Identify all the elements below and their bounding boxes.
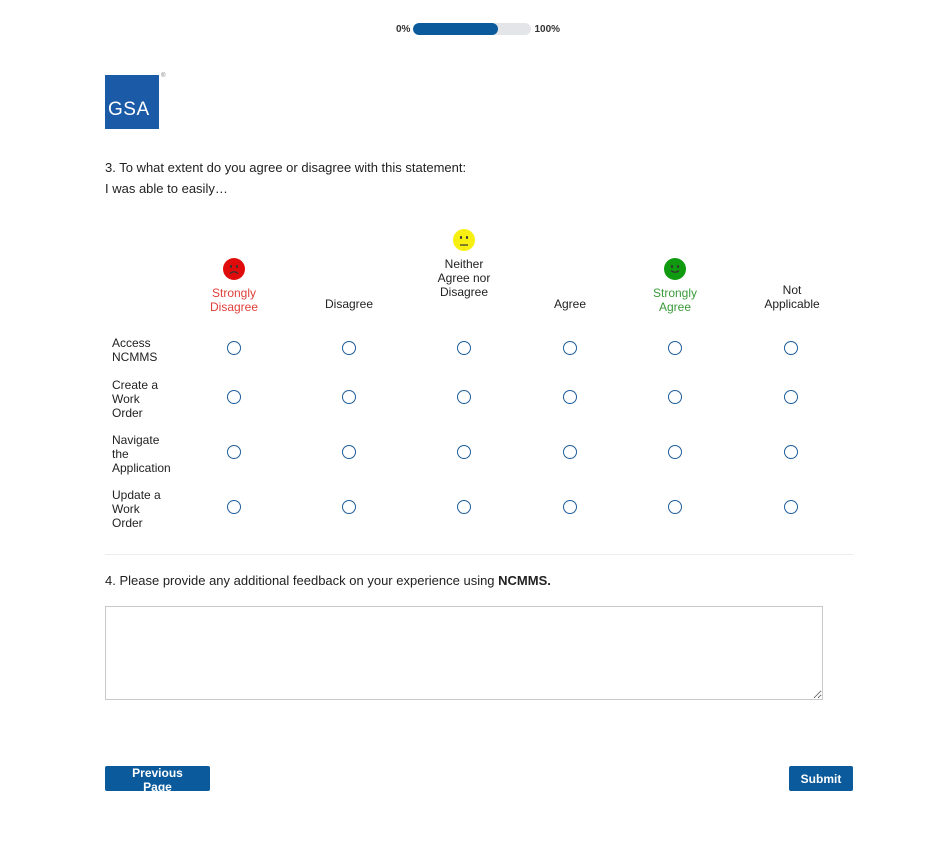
progress-bar <box>396 22 560 36</box>
radio-update-a-work-order-strongly-disagree[interactable] <box>227 500 241 514</box>
row-label-navigate-application: Navigate the Application <box>112 433 171 475</box>
radio-update-a-work-order-neither-agree-nor-disagree[interactable] <box>457 500 471 514</box>
previous-page-button[interactable]: Previous Page <box>105 766 210 791</box>
gsa-logo <box>105 73 166 129</box>
neutral-face-icon <box>453 229 475 251</box>
radio-access-ncmms-not-applicable[interactable] <box>784 341 798 355</box>
radio-navigate-the-application-strongly-agree[interactable] <box>668 445 682 459</box>
section-divider <box>105 554 853 555</box>
radio-update-a-work-order-agree[interactable] <box>563 500 577 514</box>
header-label: Strongly Agree <box>652 286 698 314</box>
radio-update-a-work-order-strongly-agree[interactable] <box>668 500 682 514</box>
question-3-text: 3. To what extent do you agree or disagree with this statement: <box>105 160 467 175</box>
header-strongly-disagree <box>204 258 264 314</box>
radio-navigate-the-application-not-applicable[interactable] <box>784 445 798 459</box>
radio-navigate-the-application-strongly-disagree[interactable] <box>227 445 241 459</box>
radio-access-ncmms-strongly-disagree[interactable] <box>227 341 241 355</box>
radio-access-ncmms-strongly-agree[interactable] <box>668 341 682 355</box>
row-label-update-work-order: Update a Work Order <box>112 488 161 530</box>
header-disagree <box>319 297 379 311</box>
header-label: Strongly Disagree <box>209 286 259 314</box>
progress-start-label: 0% <box>396 23 411 35</box>
question-4-text: 4. Please provide any additional feedback on your experience using <box>105 573 499 588</box>
radio-create-a-work-order-strongly-disagree[interactable] <box>227 390 241 404</box>
header-strongly-agree <box>645 258 705 314</box>
radio-create-a-work-order-strongly-agree[interactable] <box>668 390 682 404</box>
progress-track <box>413 23 531 35</box>
frown-face-icon <box>223 258 245 280</box>
radio-access-ncmms-disagree[interactable] <box>342 341 356 355</box>
header-agree <box>540 297 600 311</box>
progress-fill <box>413 23 498 35</box>
radio-navigate-the-application-disagree[interactable] <box>342 445 356 459</box>
radio-update-a-work-order-not-applicable[interactable] <box>784 500 798 514</box>
header-label: Not Applicable <box>764 283 820 311</box>
radio-create-a-work-order-not-applicable[interactable] <box>784 390 798 404</box>
feedback-textarea[interactable] <box>105 606 823 700</box>
radio-navigate-the-application-agree[interactable] <box>563 445 577 459</box>
header-neither <box>434 229 494 299</box>
logo-text: GSA <box>108 99 150 120</box>
header-label: Disagree <box>324 297 374 311</box>
question-3-subtext: I was able to easily… <box>105 181 228 196</box>
header-label: Neither Agree nor Disagree <box>437 257 491 299</box>
radio-update-a-work-order-disagree[interactable] <box>342 500 356 514</box>
radio-create-a-work-order-neither-agree-nor-disagree[interactable] <box>457 390 471 404</box>
question-4-emphasis: NCMMS. <box>498 573 551 588</box>
radio-access-ncmms-agree[interactable] <box>563 341 577 355</box>
radio-create-a-work-order-agree[interactable] <box>563 390 577 404</box>
radio-create-a-work-order-disagree[interactable] <box>342 390 356 404</box>
question-4 <box>105 573 551 588</box>
question-3 <box>105 157 466 199</box>
row-label-create-work-order: Create a Work Order <box>112 378 159 420</box>
submit-button[interactable]: Submit <box>789 766 853 791</box>
radio-navigate-the-application-neither-agree-nor-disagree[interactable] <box>457 445 471 459</box>
header-not-applicable <box>760 283 824 311</box>
radio-access-ncmms-neither-agree-nor-disagree[interactable] <box>457 341 471 355</box>
progress-end-label: 100% <box>534 23 561 35</box>
row-label-access-ncmms: Access NCMMS <box>112 336 158 364</box>
header-label: Agree <box>553 297 587 311</box>
smile-face-icon <box>664 258 686 280</box>
logo-registered-mark: ® <box>161 73 166 79</box>
